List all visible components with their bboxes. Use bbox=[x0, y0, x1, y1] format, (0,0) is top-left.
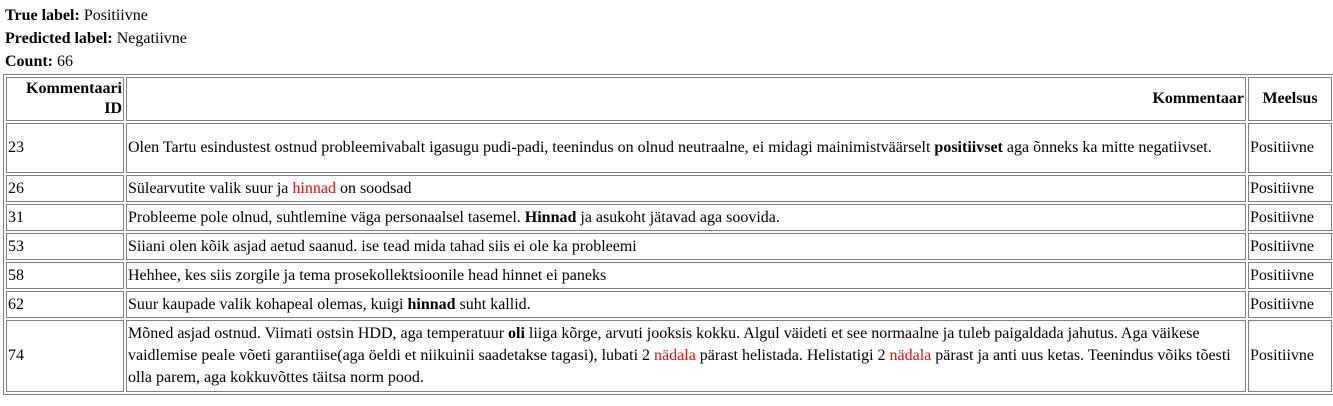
header-sentiment: Meelsus bbox=[1248, 77, 1332, 121]
row-sentiment: Positiivne bbox=[1248, 291, 1332, 318]
table-row bbox=[6, 291, 1332, 318]
true-label-value: Positiivne bbox=[83, 7, 148, 24]
table-row bbox=[6, 233, 1332, 260]
table-row bbox=[6, 204, 1332, 231]
table-row bbox=[6, 123, 1332, 173]
row-comment bbox=[126, 262, 1246, 289]
row-id: 62 bbox=[6, 291, 124, 318]
table-row bbox=[6, 175, 1332, 202]
table-row bbox=[6, 262, 1332, 289]
row-sentiment: Positiivne bbox=[1248, 175, 1332, 202]
comment-text: Olen Tartu esindustest ostnud probleemivabalt igasugu pudi-padi, teenindus on olnud neutraalne, ei midagi mainimistväärselt bbox=[128, 139, 935, 156]
highlighted-keyword-bold: positiivset bbox=[934, 139, 1003, 156]
header-comment: Kommentaar bbox=[126, 77, 1246, 121]
row-sentiment: Positiivne bbox=[1248, 233, 1332, 260]
highlighted-keyword-red: hinnad bbox=[292, 179, 336, 197]
count-line bbox=[5, 50, 1333, 73]
comment-text: Mõned asjad ostnud. Viimati ostsin HDD, aga temperatuur bbox=[128, 325, 509, 342]
predicted-label-key: Predicted label: bbox=[5, 30, 113, 47]
comment-text: suht kallid. bbox=[455, 295, 531, 313]
row-sentiment: Positiivne bbox=[1248, 204, 1332, 231]
comment-text: aga õnneks ka mitte negatiivset. bbox=[1002, 139, 1212, 156]
comment-text: Suur kaupade valik kohapeal olemas, kuigi bbox=[128, 295, 408, 313]
true-label-line bbox=[5, 4, 1333, 27]
table-row bbox=[6, 320, 1332, 392]
true-label-key: True label: bbox=[5, 7, 80, 24]
header-comment-id bbox=[6, 77, 124, 121]
comment-text: ja asukoht jätavad aga soovida. bbox=[576, 208, 780, 226]
header-id-line1: Kommentaari bbox=[26, 80, 122, 97]
highlighted-keyword-bold: oli bbox=[508, 325, 525, 342]
row-id: 31 bbox=[6, 204, 124, 231]
comment-text: on soodsad bbox=[335, 179, 412, 197]
predicted-label-line bbox=[5, 27, 1333, 50]
row-comment bbox=[126, 320, 1246, 392]
count-key: Count: bbox=[5, 53, 54, 70]
row-comment bbox=[126, 291, 1246, 318]
row-sentiment: Positiivne bbox=[1248, 262, 1332, 289]
count-value: 66 bbox=[57, 53, 74, 70]
row-sentiment: Positiivne bbox=[1248, 320, 1332, 392]
header-id-line2: ID bbox=[104, 100, 122, 117]
comment-text: Hehhee, kes siis zorgile ja tema prosekollektsioonile head hinnet ei paneks bbox=[128, 266, 607, 284]
comment-text: pärast ja anti uus ketas. Teenindus võiks tõesti olla parem, aga kokkuvõttes täitsa norm pood. bbox=[128, 347, 1231, 386]
highlighted-keyword-bold: hinnad bbox=[407, 295, 456, 313]
row-id: 23 bbox=[6, 123, 124, 173]
table-header-row bbox=[6, 77, 1332, 121]
highlighted-keyword-red: nädala bbox=[889, 347, 932, 364]
highlighted-keyword-red: nädala bbox=[654, 347, 696, 364]
comment-text: Sülearvutite valik suur ja bbox=[128, 179, 293, 197]
row-id: 53 bbox=[6, 233, 124, 260]
row-comment bbox=[126, 175, 1246, 202]
row-id: 58 bbox=[6, 262, 124, 289]
comments-table bbox=[3, 74, 1333, 395]
highlighted-keyword-bold: Hinnad bbox=[524, 208, 577, 226]
row-comment bbox=[126, 123, 1246, 173]
comment-text: Siiani olen kõik asjad aetud saanud. ise tead mida tahad siis ei ole ka probleemi bbox=[128, 237, 637, 255]
predicted-label-value: Negatiivne bbox=[116, 30, 187, 47]
comment-text: liiga kõrge, arvuti jooksis kokku. Algul väideti et see normaalne ja tuleb paigaldada jahutus. Aga väikese vaidlemise peale võeti garantiise(aga öeldi et niikuinii saadetakse tagasi), lubati 2 bbox=[128, 325, 1200, 364]
comment-text: pärast helistada. Helistatigi 2 bbox=[695, 347, 890, 364]
row-id: 26 bbox=[6, 175, 124, 202]
table-body bbox=[6, 123, 1332, 392]
row-comment bbox=[126, 233, 1246, 260]
row-id: 74 bbox=[6, 320, 124, 392]
row-comment bbox=[126, 204, 1246, 231]
comment-text: Probleeme pole olnud, suhtlemine väga personaalsel tasemel. bbox=[128, 208, 525, 226]
row-sentiment: Positiivne bbox=[1248, 123, 1332, 173]
